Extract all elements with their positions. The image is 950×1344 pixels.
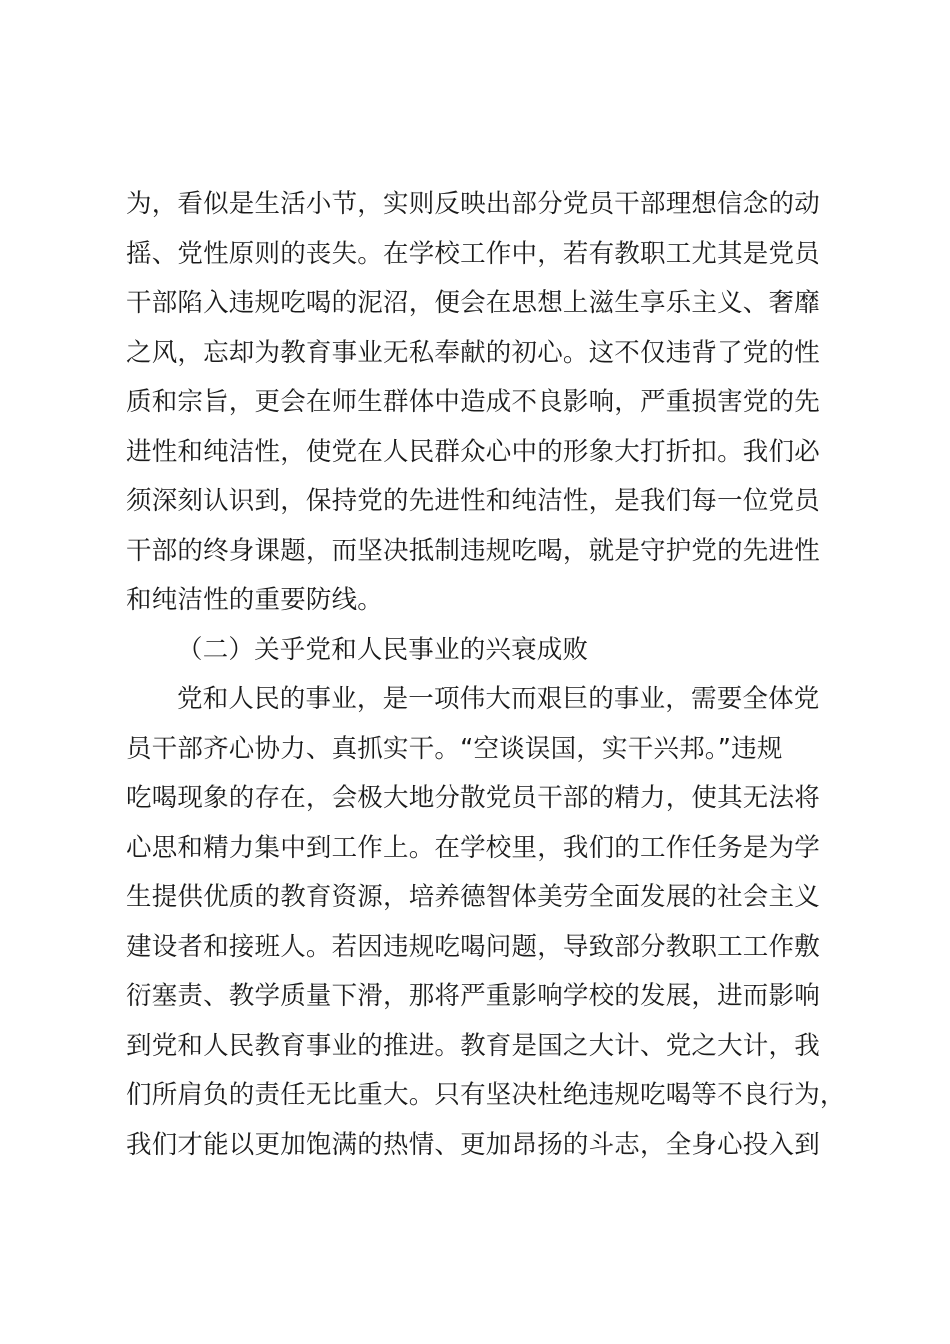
text-line: 之风，忘却为教育事业无私奉献的初心。这不仅违背了党的性 [126, 337, 820, 368]
text-line: 到党和人民教育事业的推进。教育是国之大计、党之大计，我 [126, 1030, 820, 1061]
text-line: 和纯洁性的重要防线。 [126, 585, 384, 615]
text-line: 我们才能以更加饱满的热情、更加昂扬的斗志，全身心投入到 [126, 1129, 820, 1160]
text-line: 党和人民的事业，是一项伟大而艰巨的事业，需要全体党 [177, 684, 820, 714]
text-line: 为，看似是生活小节，实则反映出部分党员干部理想信念的动 [126, 189, 820, 219]
text-line: 员干部齐心协力、真抓实干。“空谈误国，实干兴邦。”违规 [126, 733, 783, 764]
text-line: 心思和精力集中到工作上。在学校里，我们的工作任务是为学 [126, 832, 820, 863]
text-line: 吃喝现象的存在，会极大地分散党员干部的精力，使其无法将 [126, 783, 820, 813]
text-line: 进性和纯洁性，使党在人民群众心中的形象大打折扣。我们必 [126, 436, 820, 467]
text-line: 衍塞责、教学质量下滑，那将严重影响学校的发展，进而影响 [126, 981, 820, 1011]
text-line: 建设者和接班人。若因违规吃喝问题，导致部分教职工工作敷 [126, 931, 820, 962]
text-line: 质和宗旨，更会在师生群体中造成不良影响，严重损害党的先 [126, 387, 820, 417]
text-line: 干部的终身课题，而坚决抵制违规吃喝，就是守护党的先进性 [126, 535, 820, 566]
text-line: 们所肩负的责任无比重大。只有坚决杜绝违规吃喝等不良行为， [126, 1080, 846, 1110]
text-line: 生提供优质的教育资源，培养德智体美劳全面发展的社会主义 [126, 882, 820, 912]
text-line: 须深刻认识到，保持党的先进性和纯洁性，是我们每一位党员 [126, 486, 820, 516]
text-line: 摇、党性原则的丧失。在学校工作中，若有教职工尤其是党员 [126, 238, 820, 269]
body-text [126, 180, 846, 1170]
text-line: 干部陷入违规吃喝的泥沼，便会在思想上滋生享乐主义、奢靡 [126, 288, 820, 318]
section-heading: （二）关乎党和人民事业的兴衰成败 [177, 634, 589, 665]
